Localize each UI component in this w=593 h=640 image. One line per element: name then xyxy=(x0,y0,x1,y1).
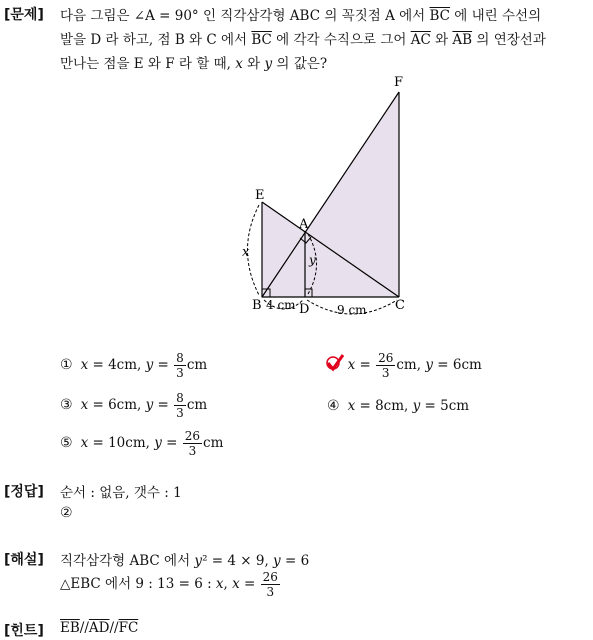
label-b: B xyxy=(252,298,262,313)
option-4[interactable]: ④ x = 8cm, y = 5cm xyxy=(327,398,470,414)
label-x: x xyxy=(242,245,250,260)
solution-tag: [해설] xyxy=(4,552,44,568)
option-3[interactable]: ③ x = 6cm, y = $\frac{8}{3}$ cm xyxy=(60,391,208,420)
label-y: y xyxy=(309,253,316,267)
label-d: D xyxy=(299,302,310,317)
hint-line: $\overline{EB}//\overline{AD}//\overline{FC}$ xyxy=(60,620,139,636)
label-dc: 9 cm xyxy=(337,303,367,317)
fraction: $\frac{8}{3}$ xyxy=(176,391,184,420)
fraction: $\frac{26}{3}$ xyxy=(262,570,278,599)
label-c: C xyxy=(395,298,405,313)
problem-tag: [문제] xyxy=(4,7,44,23)
solution-line-1: 직각삼각형 ABC 에서 y² = 4 × 9, y = 6 xyxy=(60,553,310,569)
label-bd: 4 cm xyxy=(266,298,296,312)
label-f: F xyxy=(394,75,404,90)
problem-line-3: 만나는 점을 E 와 F 라 할 때, x 와 y 의 값은? xyxy=(60,56,328,72)
option-1[interactable]: ① x = 4cm, y = $\frac{8}{3}$ cm xyxy=(60,351,208,380)
label-e: E xyxy=(255,188,265,203)
fraction: $\frac{26}{3}$ xyxy=(184,429,201,458)
option-5[interactable]: ⑤ x = 10cm, y = $\frac{26}{3}$ cm xyxy=(60,429,224,458)
problem-line-1: 다음 그림은 ∠A = 90° 인 직각삼각형 ABC 의 꼭짓점 A 에서 $\overline{BC}$ 에 내린 수선의 xyxy=(60,8,542,24)
hint-tag: [힌트] xyxy=(4,623,44,639)
answer-tag: [정답] xyxy=(4,484,44,500)
fraction: $\frac{8}{3}$ xyxy=(176,351,184,380)
fraction: $\frac{26}{3}$ xyxy=(378,351,394,380)
solution-line-2: △EBC 에서 9 : 13 = 6 : x, x = $\frac{26}{3}$ xyxy=(60,570,278,599)
check-mark-icon xyxy=(325,354,345,372)
label-a: A xyxy=(299,217,309,232)
option-2[interactable]: x = $\frac{26}{3}$ cm, y = 6cm xyxy=(327,351,482,380)
answer-line-1: 순서 : 없음, 갯수 : 1 xyxy=(60,485,182,501)
answer-line-2: ② xyxy=(60,505,73,521)
problem-line-2: 발을 D 라 하고, 점 B 와 C 에서 $\overline{BC}$ 에 각각 수직으로 그어 $\overline{AC}$ 와 $\overline{AB}$ 의 연장선과 xyxy=(60,32,546,48)
